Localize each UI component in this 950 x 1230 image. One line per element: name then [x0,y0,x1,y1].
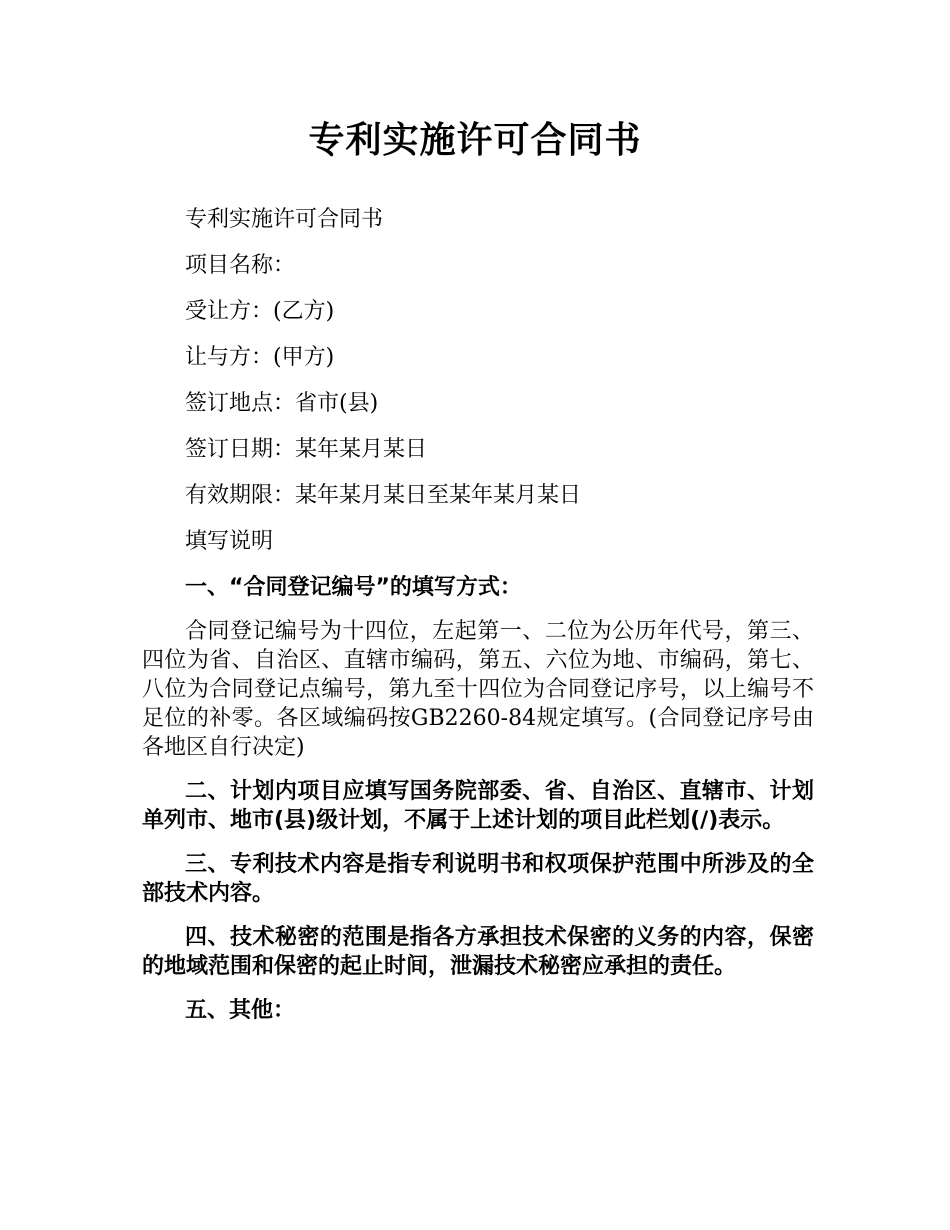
validity-period-line: 有效期限：某年某月某日至某年某月某日 [185,483,582,508]
section-3-paragraph: 三、专利技术内容是指专利说明书和权项保护范围中所涉及的全部技术内容。 [142,852,814,906]
section-1-heading: 一、“合同登记编号”的填写方式： [185,575,522,600]
transferor-line: 让与方：(甲方) [185,345,335,370]
document-title: 专利实施许可合同书 [308,120,642,161]
document-body [142,205,814,1040]
section-4-paragraph: 四、技术秘密的范围是指各方承担技术保密的义务的内容，保密的地域范围和保密的起止时间，泄漏技术秘密应承担的责任。 [142,925,814,979]
instructions-heading: 填写说明 [185,529,274,554]
subtitle-line: 专利实施许可合同书 [185,207,384,232]
transferee-line: 受让方：(乙方) [185,299,335,324]
signing-place-line: 签订地点：省市(县) [185,391,379,416]
section-5-heading: 五、其他： [185,998,296,1023]
section-1-body: 合同登记编号为十四位，左起第一、二位为公历年代号，第三、四位为省、自治区、直辖市编码，第五、六位为地、市编码，第七、八位为合同登记点编号，第九至十四位为合同登记序号，以上编号不足位的补零。各区域编码按GB2260-84规定填写。(合同登记序号由各地区自行决定) [142,619,814,760]
section-2-paragraph: 二、计划内项目应填写国务院部委、省、自治区、直辖市、计划单列市、地市(县)级计划，不属于上述计划的项目此栏划(/)表示。 [142,779,814,833]
project-name-line: 项目名称： [185,253,296,278]
signing-date-line: 签订日期：某年某月某日 [185,437,428,462]
